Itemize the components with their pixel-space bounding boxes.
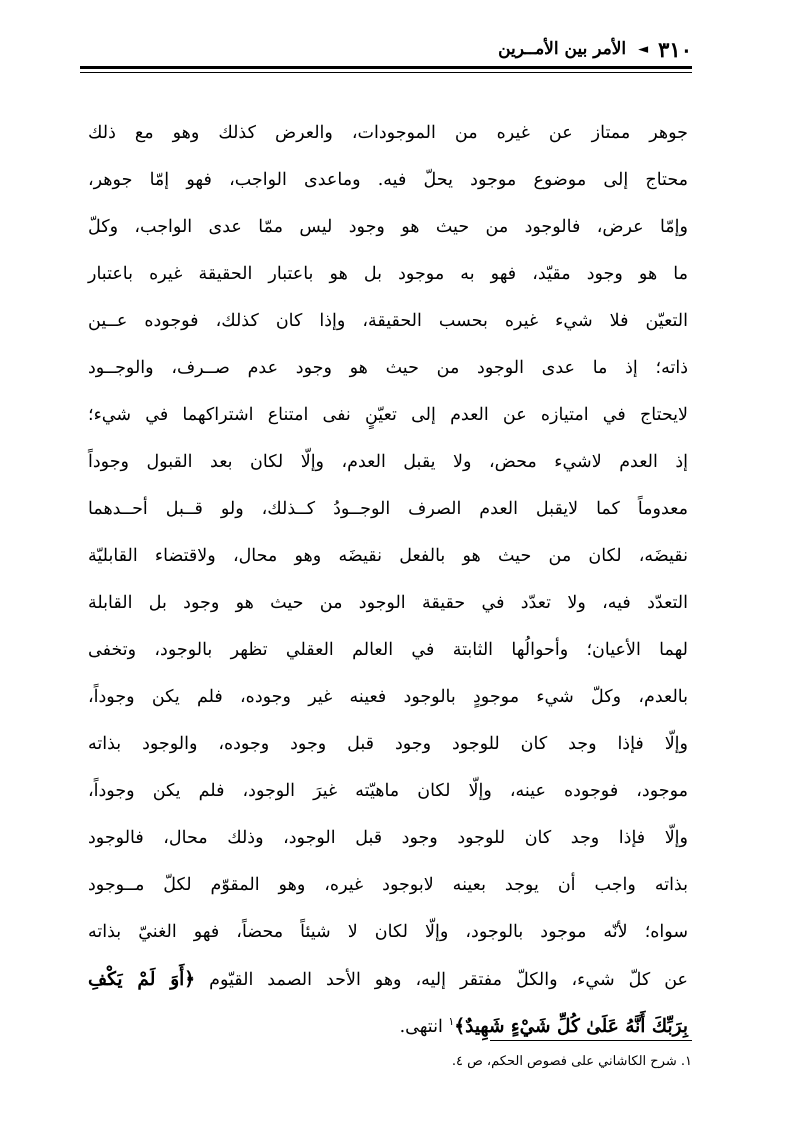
body-text <box>88 110 688 1050</box>
text-line: ذاته؛ إذ ما عدى الوجود من حيث هو وجود عدم صــرف، والوجــود <box>88 358 688 378</box>
text-line: وإلّا فإذا وجد كان للوجود وجود قبل الوجود، وذلك محال، فالوجود <box>88 828 688 848</box>
text-line: التعيّن فلا شيء غيره بحسب الحقيقة، وإذا كان كذلك، فوجوده عــين <box>88 311 688 331</box>
text-line-with-quran <box>88 956 688 1003</box>
text-line: لهما الأعيان؛ وأحوالُها الثابتة في العالم العقلي تظهر بالوجود، وتخفى <box>88 640 688 660</box>
text-line: جوهر ممتاز عن غيره من الموجودات، والعرض كذلك وهو مع ذلك <box>88 123 688 143</box>
text-line: بالعدم، وكلّ شيء موجودٍ بالوجود فعينه غير وجوده، فلم يكن وجوداً، <box>88 687 688 707</box>
header-rule-thin <box>80 72 692 73</box>
running-header <box>80 32 692 66</box>
text-line: محتاج إلى موضوع موجود يحلّ فيه. وماعدى الواجب، فهو إمّا جوهر، <box>88 170 688 190</box>
text-segment: انتهى. <box>399 1017 449 1037</box>
quran-verse-end: بِرَبِّكَ أَنَّهُ عَلَىٰ كُلِّ شَيْءٍ شَهِيدٌ﴾ <box>454 1016 688 1037</box>
text-segment: عن كلّ شيء، والكلّ مفتقر إليه، وهو الأحد الصمد القيّوم <box>209 970 688 990</box>
running-title: الأمر بين الأمــرين <box>498 39 627 59</box>
text-line: التعدّد فيه، ولا تعدّد في حقيقة الوجود من حيث هو وجود بل القابلة <box>88 593 688 613</box>
header-rule-thick <box>80 66 692 69</box>
text-line: ما هو وجود مقيّد، فهو به موجود بل هو باعتبار الحقيقة غيره باعتبار <box>88 264 688 284</box>
text-line: موجود، فوجوده عينه، وإلّا لكان ماهيّته غيرَ الوجود، فلم يكن وجوداً، <box>88 781 688 801</box>
text-line: بذاته واجب أن يوجد بعينه لابوجود غيره، وهو المقوّم لكلّ مــوجود <box>88 875 688 895</box>
footnote-rule <box>490 1040 692 1041</box>
page-number: ٣١٠ <box>658 36 692 62</box>
arrow-marker-icon: ◄ <box>638 41 649 57</box>
footnote-reference[interactable]: ١ <box>448 1015 455 1029</box>
text-line: معدوماً كما لايقبل العدم الصرف الوجــودُ كــذلك، ولو قــبل أحــدهما <box>88 499 688 519</box>
quran-verse-start: ﴿أَوَ لَمْ يَكْفِ <box>88 969 196 990</box>
text-line: نقيضَه، لكان من حيث هو بالفعل نقيضَه وهو محال، ولاقتضاء القابليّة <box>88 546 688 566</box>
text-line: وإلّا فإذا وجد كان للوجود وجود قبل وجود وجوده، والوجود بذاته <box>88 734 688 754</box>
text-line: إذ العدم لاشيء محض، ولا يقبل العدم، وإلّا لكان بعد القبول وجوداً <box>88 452 688 472</box>
text-line: لايحتاج في امتيازه عن العدم إلى تعيّنٍ نفى امتناع اشتراكهما في شيء؛ <box>88 405 688 425</box>
footnote: ١. شرح الكاشاني على فصوص الحكم، ص ٤. <box>451 1054 692 1069</box>
text-line-final <box>88 1003 688 1050</box>
text-line: وإمّا عرض، فالوجود من حيث هو وجود ليس ممّا عدى الواجب، وكلّ <box>88 217 688 237</box>
text-line: سواه؛ لأنّه موجود بالوجود، وإلّا لكان لا شيئاً محضاً، فهو الغنيّ بذاته <box>88 922 688 942</box>
